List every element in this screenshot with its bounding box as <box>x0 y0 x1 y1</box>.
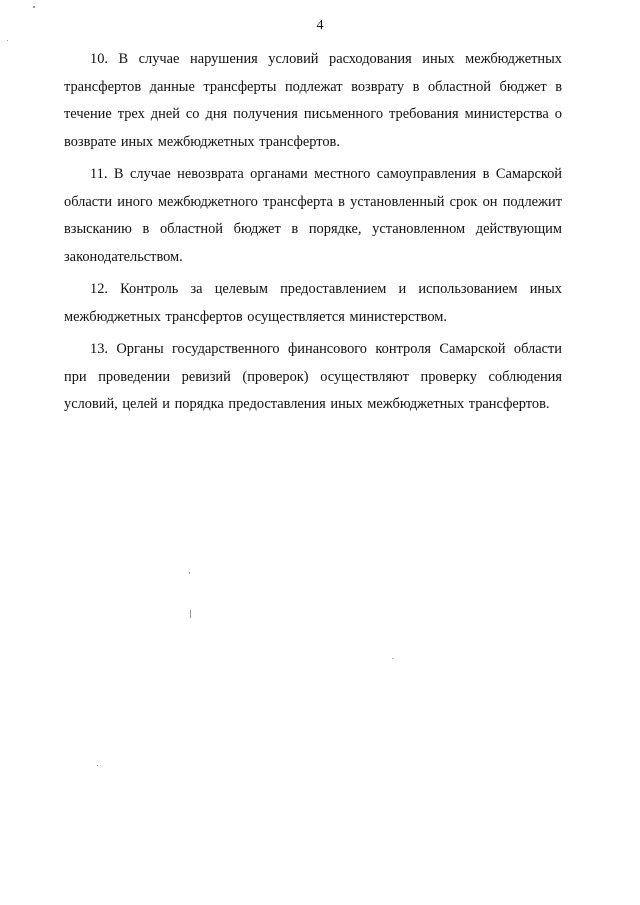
scan-speck <box>190 610 191 618</box>
scan-speck <box>392 658 393 659</box>
document-body <box>64 46 562 424</box>
scan-speck <box>97 765 98 766</box>
paragraph-12: 12. Контроль за целевым предоставлением и использованием иных межбюджетных трансфертов осуществляется министерством. <box>64 281 562 325</box>
paragraph-10: 10. В случае нарушения условий расходования иных межбюджетных трансфертов данные трансферты подлежат возврату в областной бюджет в течение трех дней со дня получения письменного требования министерства о возврате иных межбюджетных трансфертов. <box>64 51 562 150</box>
page-number: 4 <box>316 18 324 33</box>
scan-speck <box>33 6 35 8</box>
scan-speck <box>189 572 190 574</box>
scan-speck <box>7 40 8 41</box>
paragraph-13: 13. Органы государственного финансового контроля Самарской области при проведении ревизий (проверок) осуществляют проверку соблюдения условий, целей и порядка предоставления иных межбюджетных трансфертов. <box>64 341 562 412</box>
paragraph-11: 11. В случае невозврата органами местного самоуправления в Самарской области иного межбюджетного трансферта в установленный срок он подлежит взысканию в областной бюджет в порядке, установленном действующим законодательством. <box>64 166 562 265</box>
